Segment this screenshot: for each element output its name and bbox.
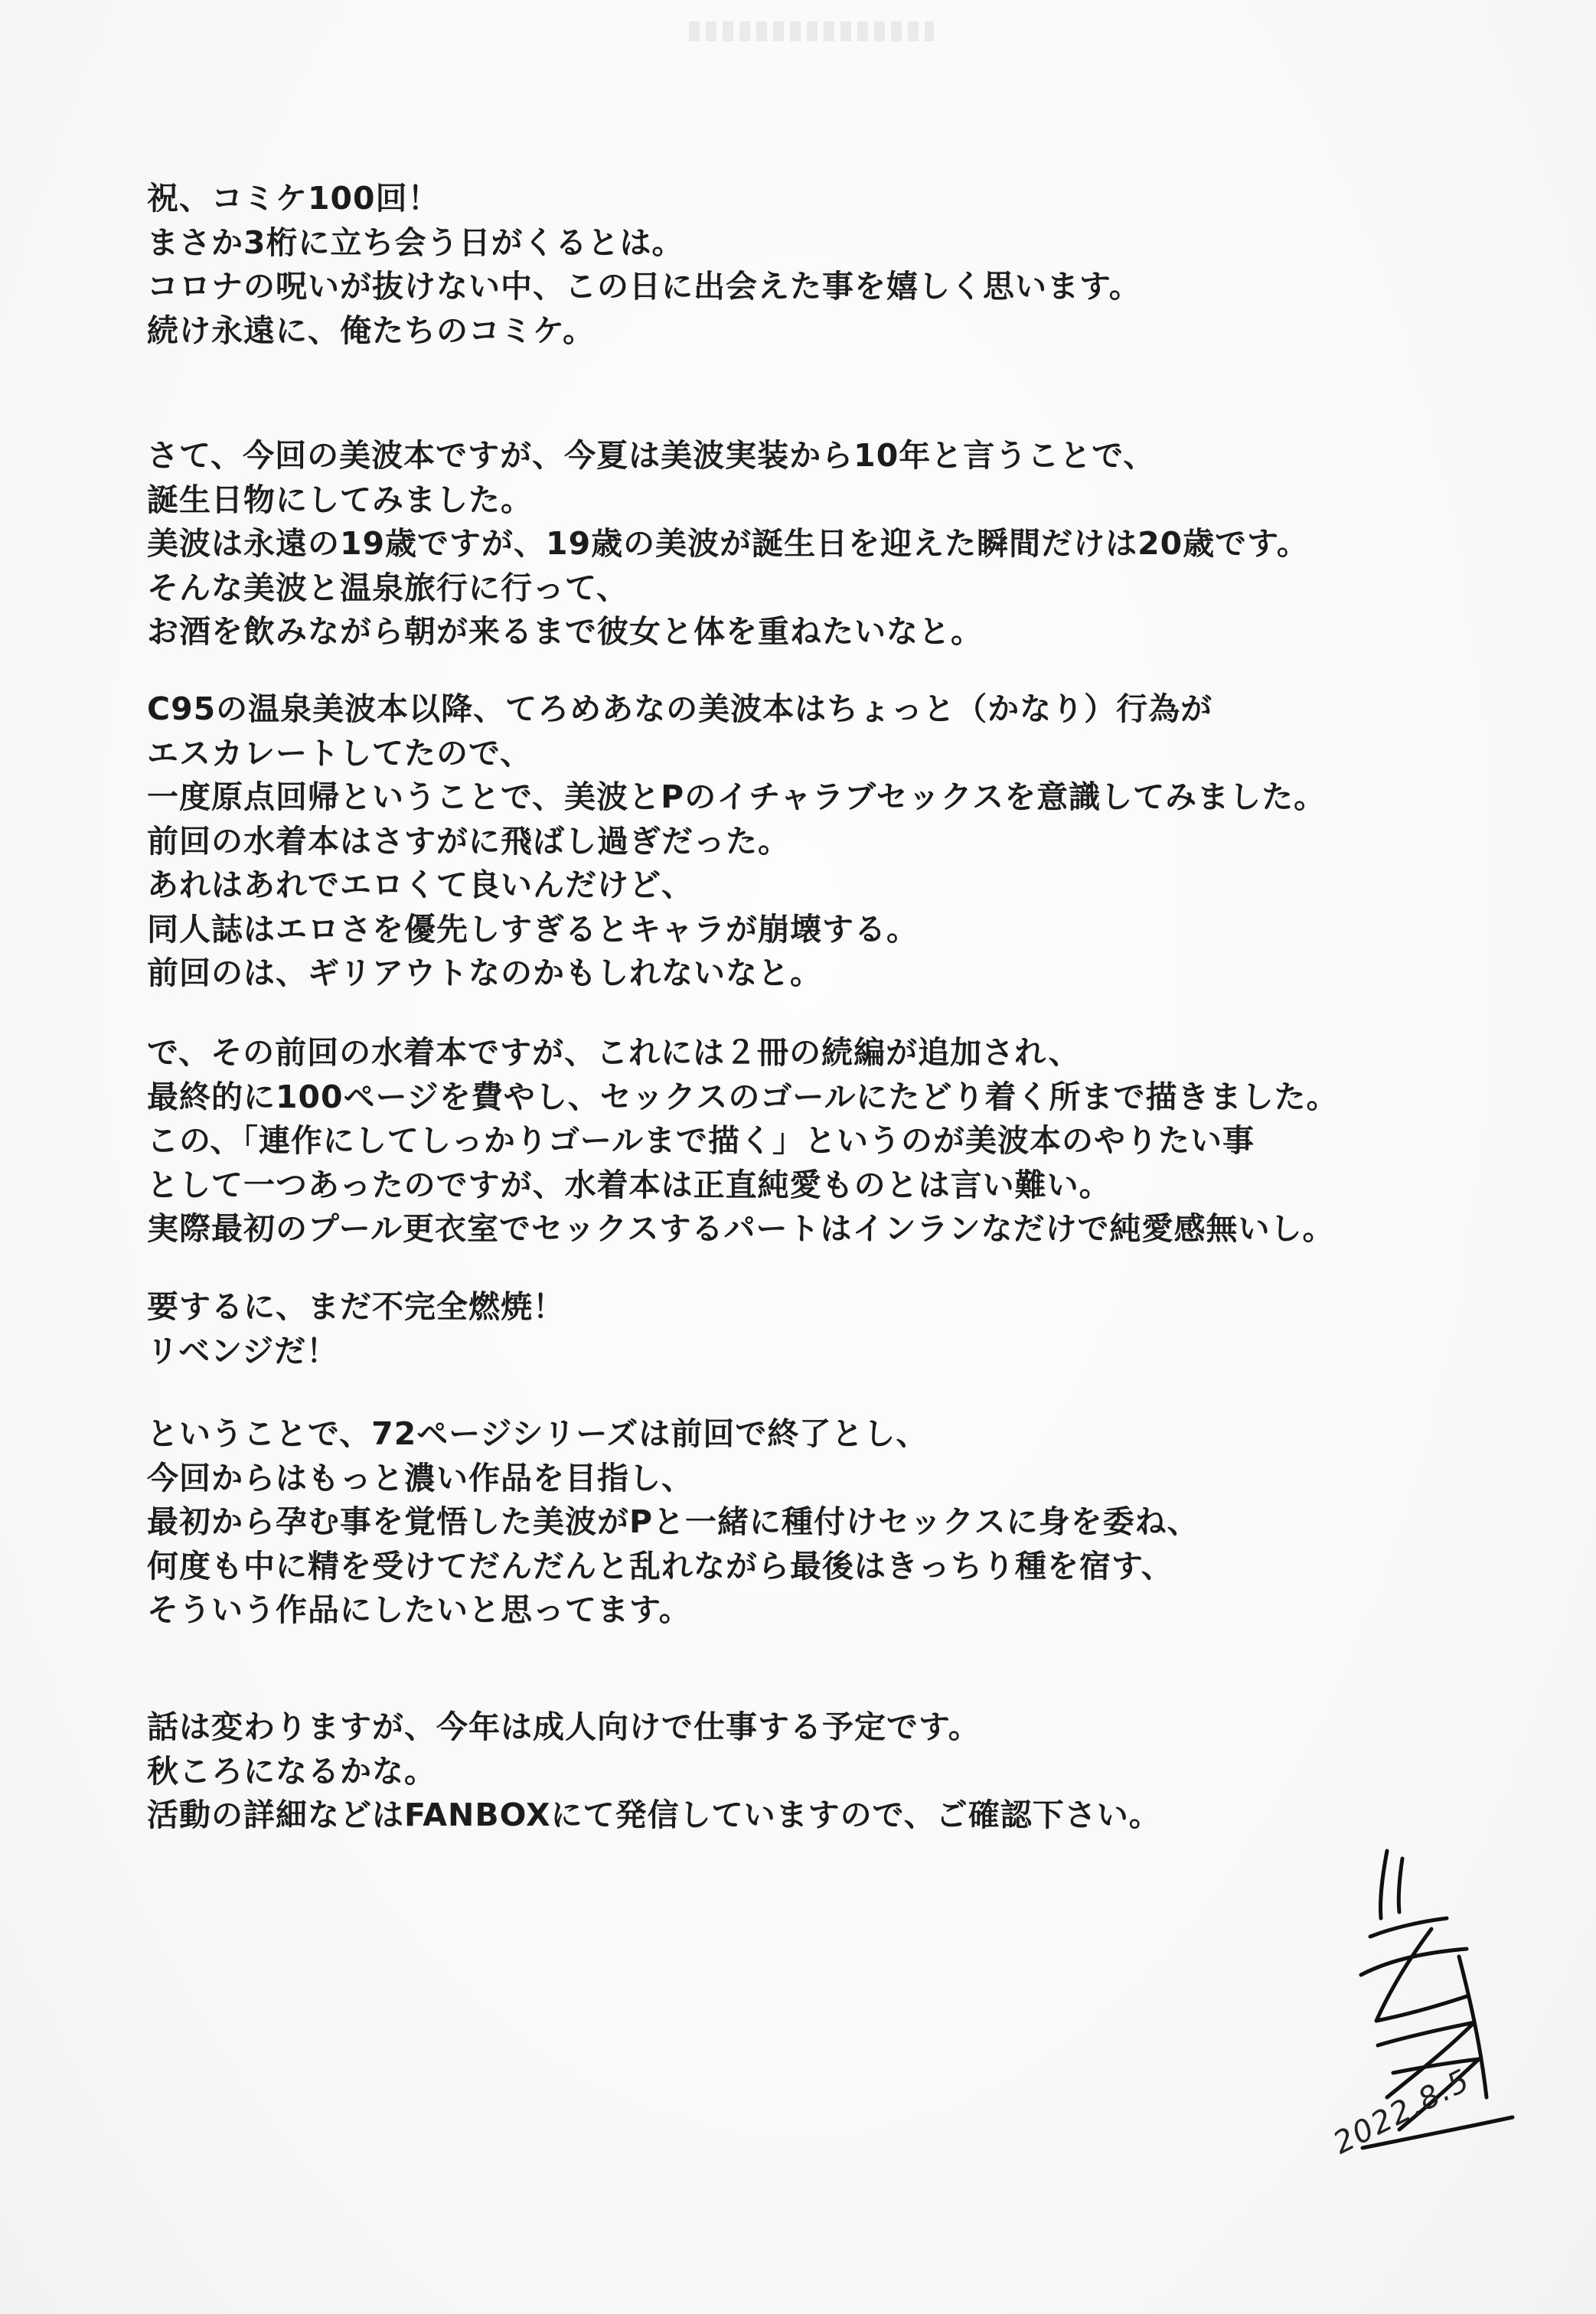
- text-line: リベンジだ！: [147, 1332, 339, 1369]
- text-line: お酒を飲みながら朝が来るまで彼女と体を重ねたいなと。: [147, 613, 983, 650]
- text-line: 続け永遠に、俺たちのコミケ。: [147, 312, 596, 349]
- text-line: さて、今回の美波本ですが、今夏は美波実装から10年と言うことで、: [147, 437, 1156, 474]
- paragraph-activity-notice: [147, 1705, 1161, 1838]
- text-line: エスカレートしてたので、: [147, 734, 533, 772]
- text-line: 前回の水着本はさすがに飛ばし過ぎだった。: [147, 822, 790, 860]
- text-line: 前回のは、ギリアウトなのかもしれないなと。: [147, 955, 822, 991]
- text-line: 祝、コミケ100回！: [147, 180, 440, 217]
- text-line: 実際最初のプール更衣室でセックスするパートはインランなだけで純愛感無いし。: [147, 1210, 1335, 1247]
- text-line: 最終的に100ページを費やし、セックスのゴールにたどり着く所まで描きました。: [147, 1078, 1339, 1115]
- text-line: として一つあったのですが、水着本は正直純愛ものとは言い難い。: [147, 1166, 1111, 1203]
- text-line: 要するに、まだ不完全燃焼！: [147, 1288, 565, 1325]
- text-line: まさか3桁に立ち会う日がくるとは。: [147, 224, 684, 261]
- paragraph-new-series: [147, 1412, 1199, 1633]
- text-line: で、その前回の水着本ですが、これには２冊の続編が追加され、: [147, 1034, 1081, 1071]
- text-line: 今回からはもっと濃い作品を目指し、: [147, 1459, 694, 1496]
- text-line: 最初から孕む事を覚悟した美波がPと一緒に種付けセックスに身を委ね、: [147, 1503, 1199, 1540]
- text-line: 秋ころになるかな。: [147, 1752, 436, 1790]
- text-line: C95の温泉美波本以降、てろめあなの美波本はちょっと（かなり）行為が: [147, 690, 1213, 727]
- text-line: 話は変わりますが、今年は成人向けで仕事する予定です。: [147, 1709, 981, 1745]
- paragraph-minami-book: [147, 434, 1309, 654]
- paragraph-c95: [147, 687, 1326, 996]
- text-line: 同人誌はエロさを優先しすぎるとキャラが崩壊する。: [147, 910, 919, 948]
- signature-date: 2022.8.5: [1327, 2062, 1477, 2162]
- bleed-through-header: [689, 21, 934, 41]
- text-line: この、「連作にしてしっかりゴールまで描く」というのが美波本のやりたい事: [147, 1122, 1255, 1159]
- text-line: 一度原点回帰ということで、美波とPのイチャラブセックスを意識してみました。: [147, 778, 1327, 815]
- text-line: そういう作品にしたいと思ってます。: [147, 1591, 691, 1628]
- text-line: ということで、72ページシリーズは前回で終了とし、: [147, 1415, 929, 1452]
- text-line: 美波は永遠の19歳ですが、19歳の美波が誕生日を迎えた瞬間だけは20歳です。: [147, 525, 1309, 562]
- text-line: 何度も中に精を受けてだんだんと乱れながら最後はきっちり種を宿す、: [147, 1547, 1173, 1585]
- paragraph-swimsuit-book: [147, 1031, 1339, 1252]
- text-line: あれはあれでエロくて良いんだけど、: [147, 867, 694, 903]
- text-line: 活動の詳細などはFANBOXにて発信していますので、ご確認下さい。: [147, 1797, 1161, 1833]
- text-line: そんな美波と温泉旅行に行って、: [147, 569, 629, 606]
- text-line: コロナの呪いが抜けない中、この日に出会えた事を嬉しく思います。: [147, 268, 1141, 305]
- text-line: 誕生日物にしてみました。: [147, 481, 533, 518]
- paragraph-revenge: [147, 1285, 565, 1373]
- paragraph-comiket-100: [147, 177, 1141, 353]
